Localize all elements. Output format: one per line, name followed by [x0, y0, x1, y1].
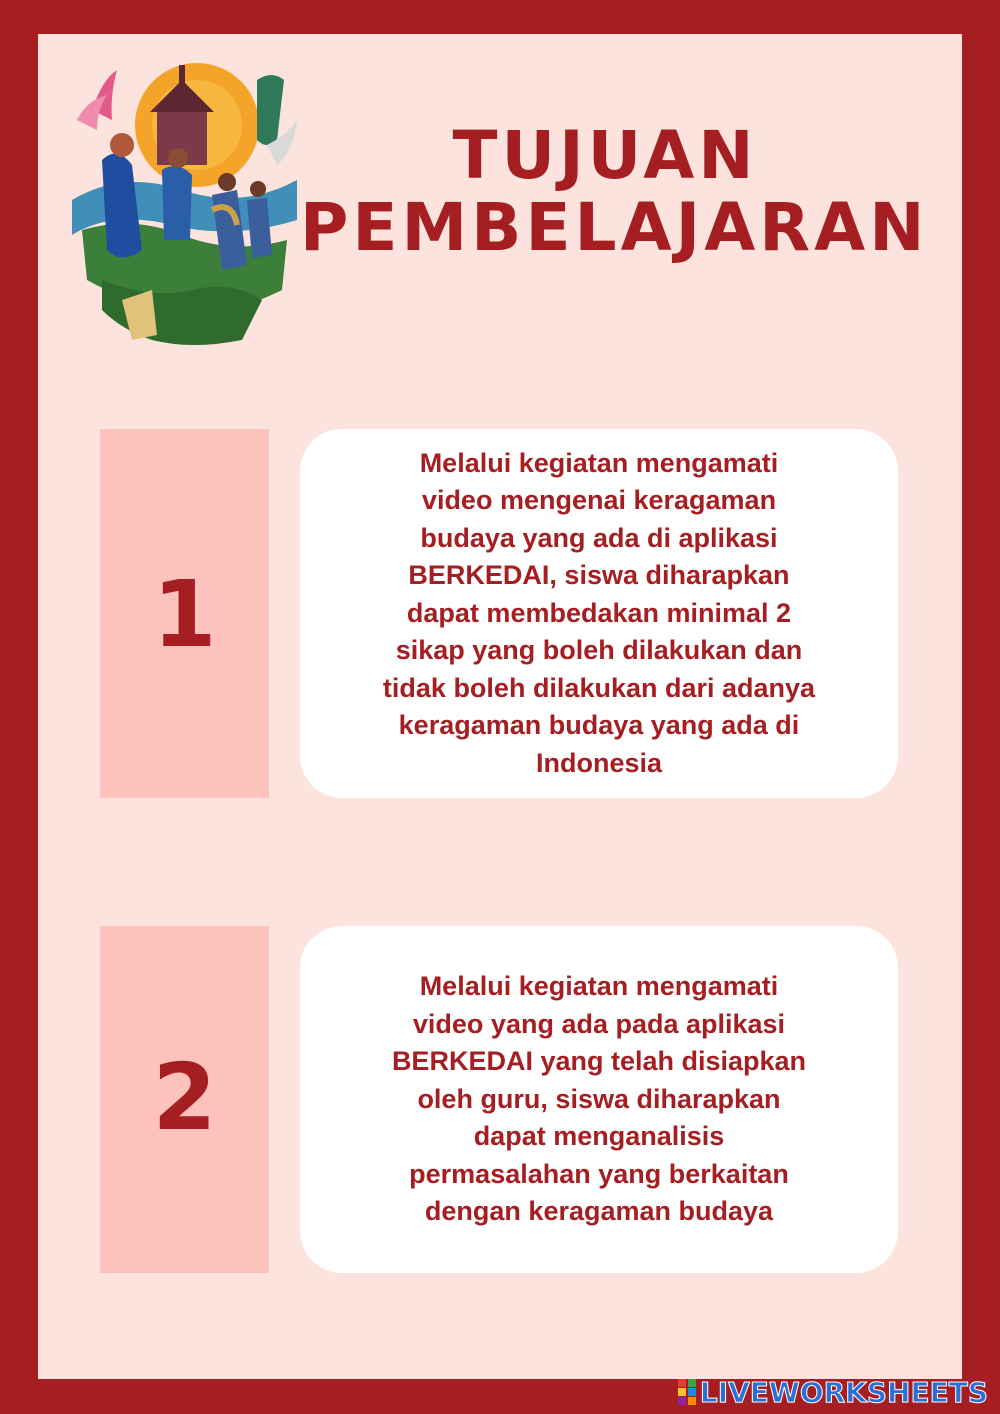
- objective-2-number-box: [100, 926, 269, 1273]
- objective-1-text: [383, 445, 815, 783]
- objective-2-card: [300, 926, 898, 1273]
- objective-text-line: sikap yang boleh dilakukan dan: [395, 635, 803, 666]
- objective-text-line: oleh guru, siswa diharapkan: [417, 1083, 781, 1114]
- objective-text-line: Melalui kegiatan mengamati: [419, 447, 779, 478]
- liveworksheets-logo-icon: [678, 1379, 696, 1405]
- objective-1-number-box: [100, 429, 269, 798]
- objective-text-line: dapat menganalisis: [473, 1121, 725, 1152]
- title-line-2: PEMBELAJARAN: [300, 189, 929, 266]
- objective-text-line: permasalahan yang berkaitan: [409, 1158, 789, 1189]
- liveworksheets-watermark[interactable]: [678, 1374, 988, 1410]
- objective-text-line: budaya yang ada di aplikasi: [420, 522, 778, 553]
- objective-text-line: video mengenai keragaman: [421, 485, 777, 516]
- objective-text-line: Melalui kegiatan mengamati: [419, 971, 779, 1002]
- objective-2-text: [392, 968, 806, 1231]
- objective-text-line: tidak boleh dilakukan dari adanya: [382, 672, 816, 703]
- cultural-heritage-illustration-icon: [62, 50, 302, 350]
- page-title: [300, 117, 929, 266]
- objective-1-card: [300, 429, 898, 798]
- objective-text-line: BERKEDAI yang telah disiapkan: [391, 1046, 807, 1077]
- objective-text-line: dengan keragaman budaya: [424, 1196, 774, 1227]
- objective-text-line: dapat membedakan minimal 2: [406, 597, 792, 628]
- title-line-1: TUJUAN: [452, 117, 758, 194]
- objective-1-number: 1: [152, 561, 217, 668]
- objective-text-line: BERKEDAI, siswa diharapkan: [408, 560, 790, 591]
- objective-text-line: video yang ada pada aplikasi: [412, 1008, 786, 1039]
- objective-text-line: Indonesia: [535, 747, 662, 778]
- objective-2-number: 2: [152, 1044, 217, 1151]
- liveworksheets-brand: LIVEWORKSHEETS: [699, 1375, 988, 1409]
- objective-text-line: keragaman budaya yang ada di: [398, 710, 800, 741]
